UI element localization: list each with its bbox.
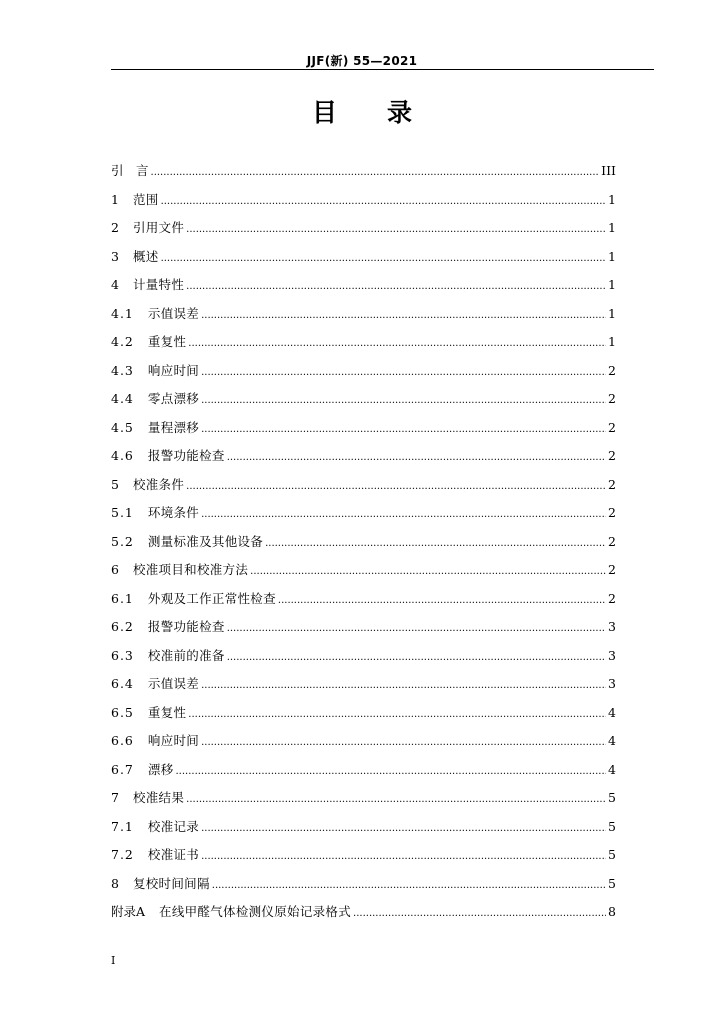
toc-dot-leader (227, 648, 606, 663)
toc-entry-page: 2 (608, 362, 616, 378)
toc-entry-label: 复校时间间隔 (132, 875, 210, 891)
toc-entry-page: 2 (608, 505, 616, 520)
toc-entry-label: 外观及工作正常性检查 (147, 590, 276, 606)
toc-entry[interactable] (111, 247, 616, 276)
toc-dot-leader (212, 876, 606, 891)
toc-entry-page: 2 (608, 476, 616, 492)
toc-dot-leader (186, 220, 606, 235)
toc-entry[interactable] (111, 190, 616, 219)
toc-entry[interactable] (111, 560, 616, 589)
toc-entry-page: 5 (608, 847, 616, 862)
toc-entry-number: 6.7 (111, 761, 134, 777)
toc-dot-leader (250, 562, 606, 577)
toc-entry-number: 4.3 (111, 362, 134, 378)
toc-entry[interactable] (111, 589, 616, 618)
toc-entry-page: 8 (608, 904, 616, 919)
toc-dot-leader (151, 163, 600, 178)
toc-entry-number: 5.1 (111, 505, 134, 520)
toc-entry-page: 5 (608, 875, 616, 891)
toc-dot-leader (186, 790, 606, 805)
toc-dot-leader (201, 363, 606, 378)
toc-entry-page: 1 (608, 277, 616, 292)
toc-entry-page: 1 (608, 248, 616, 264)
toc-entry-page: 5 (608, 818, 616, 834)
toc-entry-label: 量程漂移 (147, 419, 200, 435)
toc-entry[interactable] (111, 874, 616, 903)
toc-dot-leader (201, 420, 606, 435)
toc-dot-leader (227, 448, 606, 463)
toc-entry-page: 1 (608, 191, 616, 207)
toc-dot-leader (201, 819, 606, 834)
toc-entry[interactable] (111, 674, 616, 703)
toc-entry-number: 6.4 (111, 676, 134, 691)
toc-entry-label: 重复性 (147, 704, 187, 720)
toc-entry-number: 7.1 (111, 818, 134, 834)
toc-dot-leader (161, 192, 606, 207)
toc-entry[interactable] (111, 275, 616, 304)
toc-entry-number: 6.5 (111, 704, 134, 720)
toc-entry[interactable] (111, 161, 616, 190)
toc-dot-leader (161, 249, 606, 264)
toc-dot-leader (278, 591, 606, 606)
toc-entry-number: 引 言 (111, 163, 149, 178)
toc-entry-page: 1 (608, 334, 616, 349)
toc-entry[interactable] (111, 332, 616, 361)
toc-entry-label: 校准项目和校准方法 (132, 562, 249, 577)
toc-entry-label: 示值误差 (147, 676, 200, 691)
toc-entry-label: 校准证书 (147, 847, 200, 862)
toc-entry-label: 响应时间 (147, 733, 200, 748)
toc-entry[interactable] (111, 361, 616, 390)
toc-entry-label: 校准记录 (147, 818, 200, 834)
toc-dot-leader (227, 619, 606, 634)
toc-entry[interactable] (111, 731, 616, 760)
toc-entry-page: 2 (608, 562, 616, 577)
toc-dot-leader (188, 705, 606, 720)
toc-entry-label: 报警功能检查 (147, 448, 225, 463)
toc-entry-number: 6.2 (111, 619, 134, 634)
toc-entry-number: 4.6 (111, 448, 134, 463)
toc-entry[interactable] (111, 703, 616, 732)
toc-entry-number: 7 (111, 790, 119, 805)
toc-dot-leader (186, 477, 606, 492)
toc-entry-label: 测量标准及其他设备 (147, 533, 264, 549)
toc-dot-leader (353, 904, 606, 919)
toc-entry[interactable] (111, 418, 616, 447)
toc-entry-number: 4.4 (111, 391, 134, 406)
page-number: I (111, 954, 116, 967)
toc-entry-number: 5 (111, 476, 119, 492)
toc-entry-number: 3 (111, 248, 119, 264)
toc-entry-number: 2 (111, 220, 119, 235)
toc-entry-number: 6.1 (111, 590, 134, 606)
toc-entry-label: 计量特性 (132, 277, 185, 292)
toc-dot-leader (201, 733, 606, 748)
toc-dot-leader (186, 277, 606, 292)
toc-entry-page: III (601, 163, 616, 178)
toc-entry[interactable] (111, 503, 616, 532)
toc-dot-leader (201, 505, 606, 520)
toc-entry[interactable] (111, 532, 616, 561)
toc-entry-number: 1 (111, 191, 119, 207)
toc-entry[interactable] (111, 475, 616, 504)
toc-entry-label: 示值误差 (147, 305, 200, 321)
toc-entry[interactable] (111, 902, 616, 931)
toc-entry-label: 校准条件 (132, 476, 185, 492)
toc-entry-page: 3 (608, 647, 616, 663)
toc-entry-number: 6.6 (111, 733, 134, 748)
toc-entry-number: 4.2 (111, 334, 134, 349)
toc-entry-page: 3 (608, 619, 616, 634)
toc-entry-label: 零点漂移 (147, 391, 200, 406)
toc-entry-label: 校准结果 (132, 790, 185, 805)
toc-entry-label: 重复性 (147, 334, 187, 349)
toc-entry-number: 附录A (111, 904, 146, 919)
toc-entry[interactable] (111, 760, 616, 789)
toc-entry[interactable] (111, 304, 616, 333)
toc-entry[interactable] (111, 617, 616, 646)
toc-entry[interactable] (111, 845, 616, 874)
toc-entry-number: 4.5 (111, 419, 134, 435)
toc-entry-page: 4 (608, 761, 616, 777)
document-code: JJF(新) 55—2021 (306, 54, 418, 68)
toc-entry[interactable] (111, 389, 616, 418)
toc-entry-page: 2 (608, 590, 616, 606)
toc-entry-number: 4.1 (111, 305, 134, 321)
toc-entry-page: 2 (608, 391, 616, 406)
toc-entry-number: 6.3 (111, 647, 134, 663)
toc-entry-page: 4 (608, 704, 616, 720)
toc-entry-number: 6 (111, 562, 119, 577)
toc-entry-page: 2 (608, 448, 616, 463)
toc-entry-page: 1 (608, 305, 616, 321)
toc-entry-page: 3 (608, 676, 616, 691)
toc-entry[interactable] (111, 218, 616, 247)
toc-dot-leader (265, 534, 606, 549)
toc-entry[interactable] (111, 817, 616, 846)
toc-entry-number: 4 (111, 277, 119, 292)
toc-entry-page: 2 (608, 419, 616, 435)
toc-entry[interactable] (111, 646, 616, 675)
toc-entry-label: 在线甲醛气体检测仪原始记录格式 (159, 904, 352, 919)
toc-entry-label: 校准前的准备 (147, 647, 225, 663)
header-rule (111, 69, 654, 70)
toc-entry[interactable] (111, 788, 616, 817)
toc-dot-leader (201, 676, 606, 691)
toc-entry-number: 8 (111, 875, 119, 891)
toc-entry-label: 报警功能检查 (147, 619, 225, 634)
toc-entry-page: 2 (608, 533, 616, 549)
toc-dot-leader (188, 334, 606, 349)
toc-entry-label: 概述 (132, 248, 159, 264)
toc-entry-label: 环境条件 (147, 505, 200, 520)
toc-dot-leader (201, 306, 606, 321)
toc-dot-leader (201, 391, 606, 406)
toc-entry-page: 1 (608, 220, 616, 235)
toc-entry-number: 5.2 (111, 533, 134, 549)
toc-entry-page: 4 (608, 733, 616, 748)
toc-entry-label: 漂移 (147, 761, 174, 777)
toc-entry-page: 5 (608, 790, 616, 805)
toc-dot-leader (201, 847, 606, 862)
toc-entry[interactable] (111, 446, 616, 475)
toc-dot-leader (176, 762, 607, 777)
table-of-contents (111, 161, 616, 931)
toc-entry-number: 7.2 (111, 847, 134, 862)
toc-entry-label: 范围 (132, 191, 159, 207)
toc-entry-label: 引用文件 (132, 220, 185, 235)
toc-entry-label: 响应时间 (147, 362, 200, 378)
page-title: 目 录 (311, 98, 412, 127)
